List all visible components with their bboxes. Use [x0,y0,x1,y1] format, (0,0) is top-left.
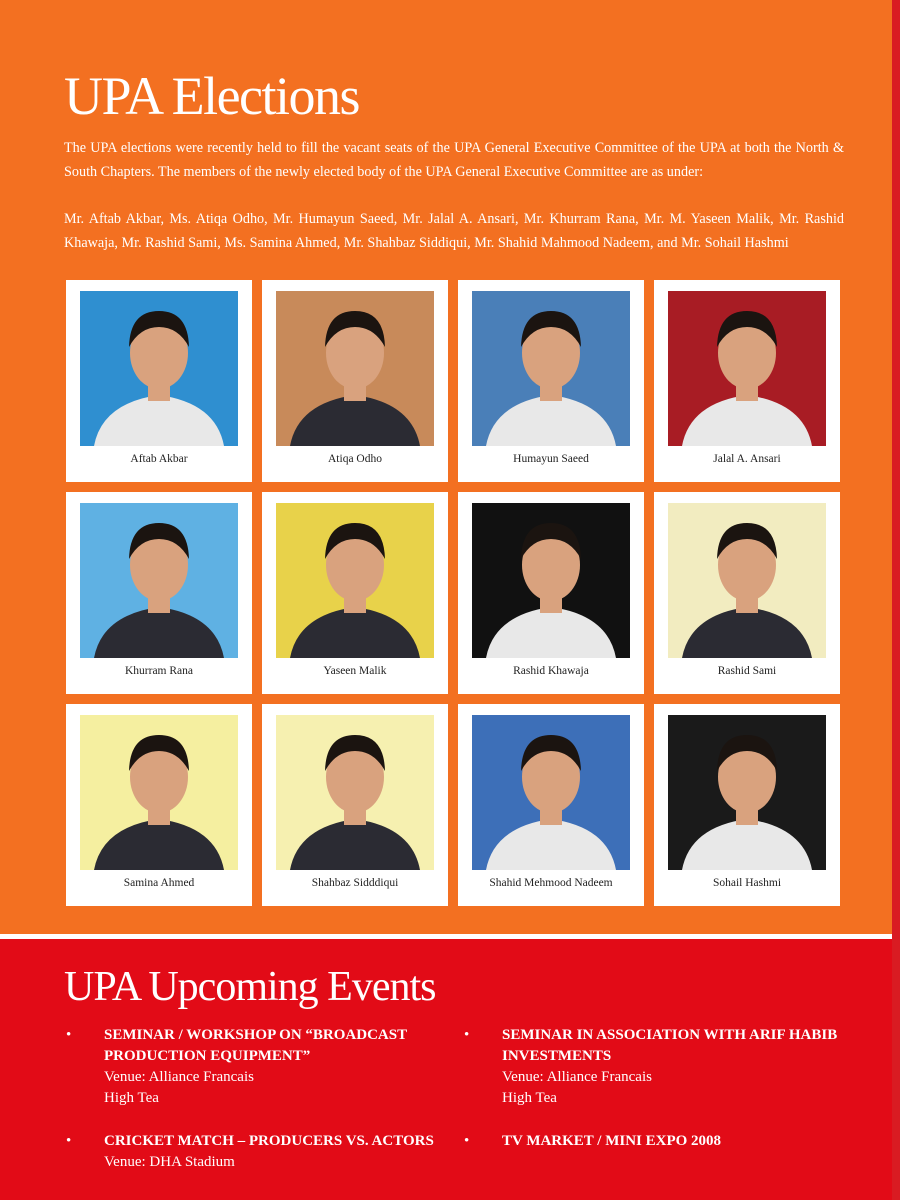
bullet-icon: • [464,1133,470,1149]
events-title: UPA Upcoming Events [64,964,436,1010]
bullet-icon: • [464,1027,470,1043]
member-name: Sohail Hashmi [712,877,782,889]
member-card [66,492,252,694]
event-item [464,1025,852,1109]
member-name: Shahid Mehmood Nadeem [489,877,613,889]
member-card [262,704,448,906]
member-card [654,492,840,694]
member-name: Rashid Sami [717,665,777,677]
member-photo [668,715,826,870]
member-card [458,280,644,482]
event-venue: Venue: Alliance Francais [502,1069,652,1085]
member-name: Aftab Akbar [130,453,188,465]
member-card [458,704,644,906]
member-name: Shahbaz Sidddiqui [311,877,399,889]
event-item [464,1131,852,1152]
member-name: Khurram Rana [124,665,194,677]
member-card [654,280,840,482]
event-venue: Venue: Alliance Francais [104,1069,254,1085]
event-heading: CRICKET MATCH – PRODUCERS VS. ACTORS [104,1133,434,1149]
member-photo [80,291,238,446]
member-name: Jalal A. Ansari [713,453,781,465]
member-card [66,280,252,482]
member-photo [276,503,434,658]
member-photo [472,503,630,658]
member-card [66,704,252,906]
right-edge-strip [892,0,900,1200]
member-name: Rashid Khawaja [513,665,589,677]
bullet-icon: • [66,1133,72,1149]
member-photo-grid [66,280,842,906]
event-heading: SEMINAR / WORKSHOP ON “BROADCAST PRODUCTION EQUIPMENT” [104,1027,407,1064]
member-photo [668,503,826,658]
member-card [262,280,448,482]
member-name: Yaseen Malik [323,665,387,677]
member-card [654,704,840,906]
member-name: Samina Ahmed [123,877,195,889]
member-photo [276,715,434,870]
event-venue: Venue: DHA Stadium [104,1154,235,1170]
event-heading: TV MARKET / MINI EXPO 2008 [502,1133,722,1149]
event-detail: High Tea [104,1090,159,1106]
member-photo [80,715,238,870]
member-photo [472,715,630,870]
event-detail: High Tea [502,1090,557,1106]
member-card [262,492,448,694]
member-photo [472,291,630,446]
elected-members-list: Mr. Aftab Akbar, Ms. Atiqa Odho, Mr. Humayun Saeed, Mr. Jalal A. Ansari, Mr. Khurram Rana, Mr. M. Yaseen Malik, Mr. Rashid Khawaja, Mr. Rashid Sami, Ms. Samina Ahmed, Mr. Shahbaz Siddiqui, Mr. Shahid Mahmood Nadeem, and Mr. Sohail Hashmi [64,211,844,251]
bullet-icon: • [66,1027,72,1043]
event-item [66,1131,454,1173]
member-name: Atiqa Odho [328,453,382,465]
event-item [66,1025,454,1109]
elections-title: UPA Elections [64,66,360,126]
elections-intro: The UPA elections were recently held to fill the vacant seats of the UPA General Executive Committee of the UPA at both the North & South Chapters. The members of the newly elected body of the UPA General Executive Committee are as under: [64,140,844,180]
member-photo [80,503,238,658]
events-section [0,939,892,1200]
member-photo [276,291,434,446]
event-heading: SEMINAR IN ASSOCIATION WITH ARIF HABIB INVESTMENTS [502,1027,838,1064]
member-card [458,492,644,694]
member-photo [668,291,826,446]
member-name: Humayun Saeed [513,453,589,465]
